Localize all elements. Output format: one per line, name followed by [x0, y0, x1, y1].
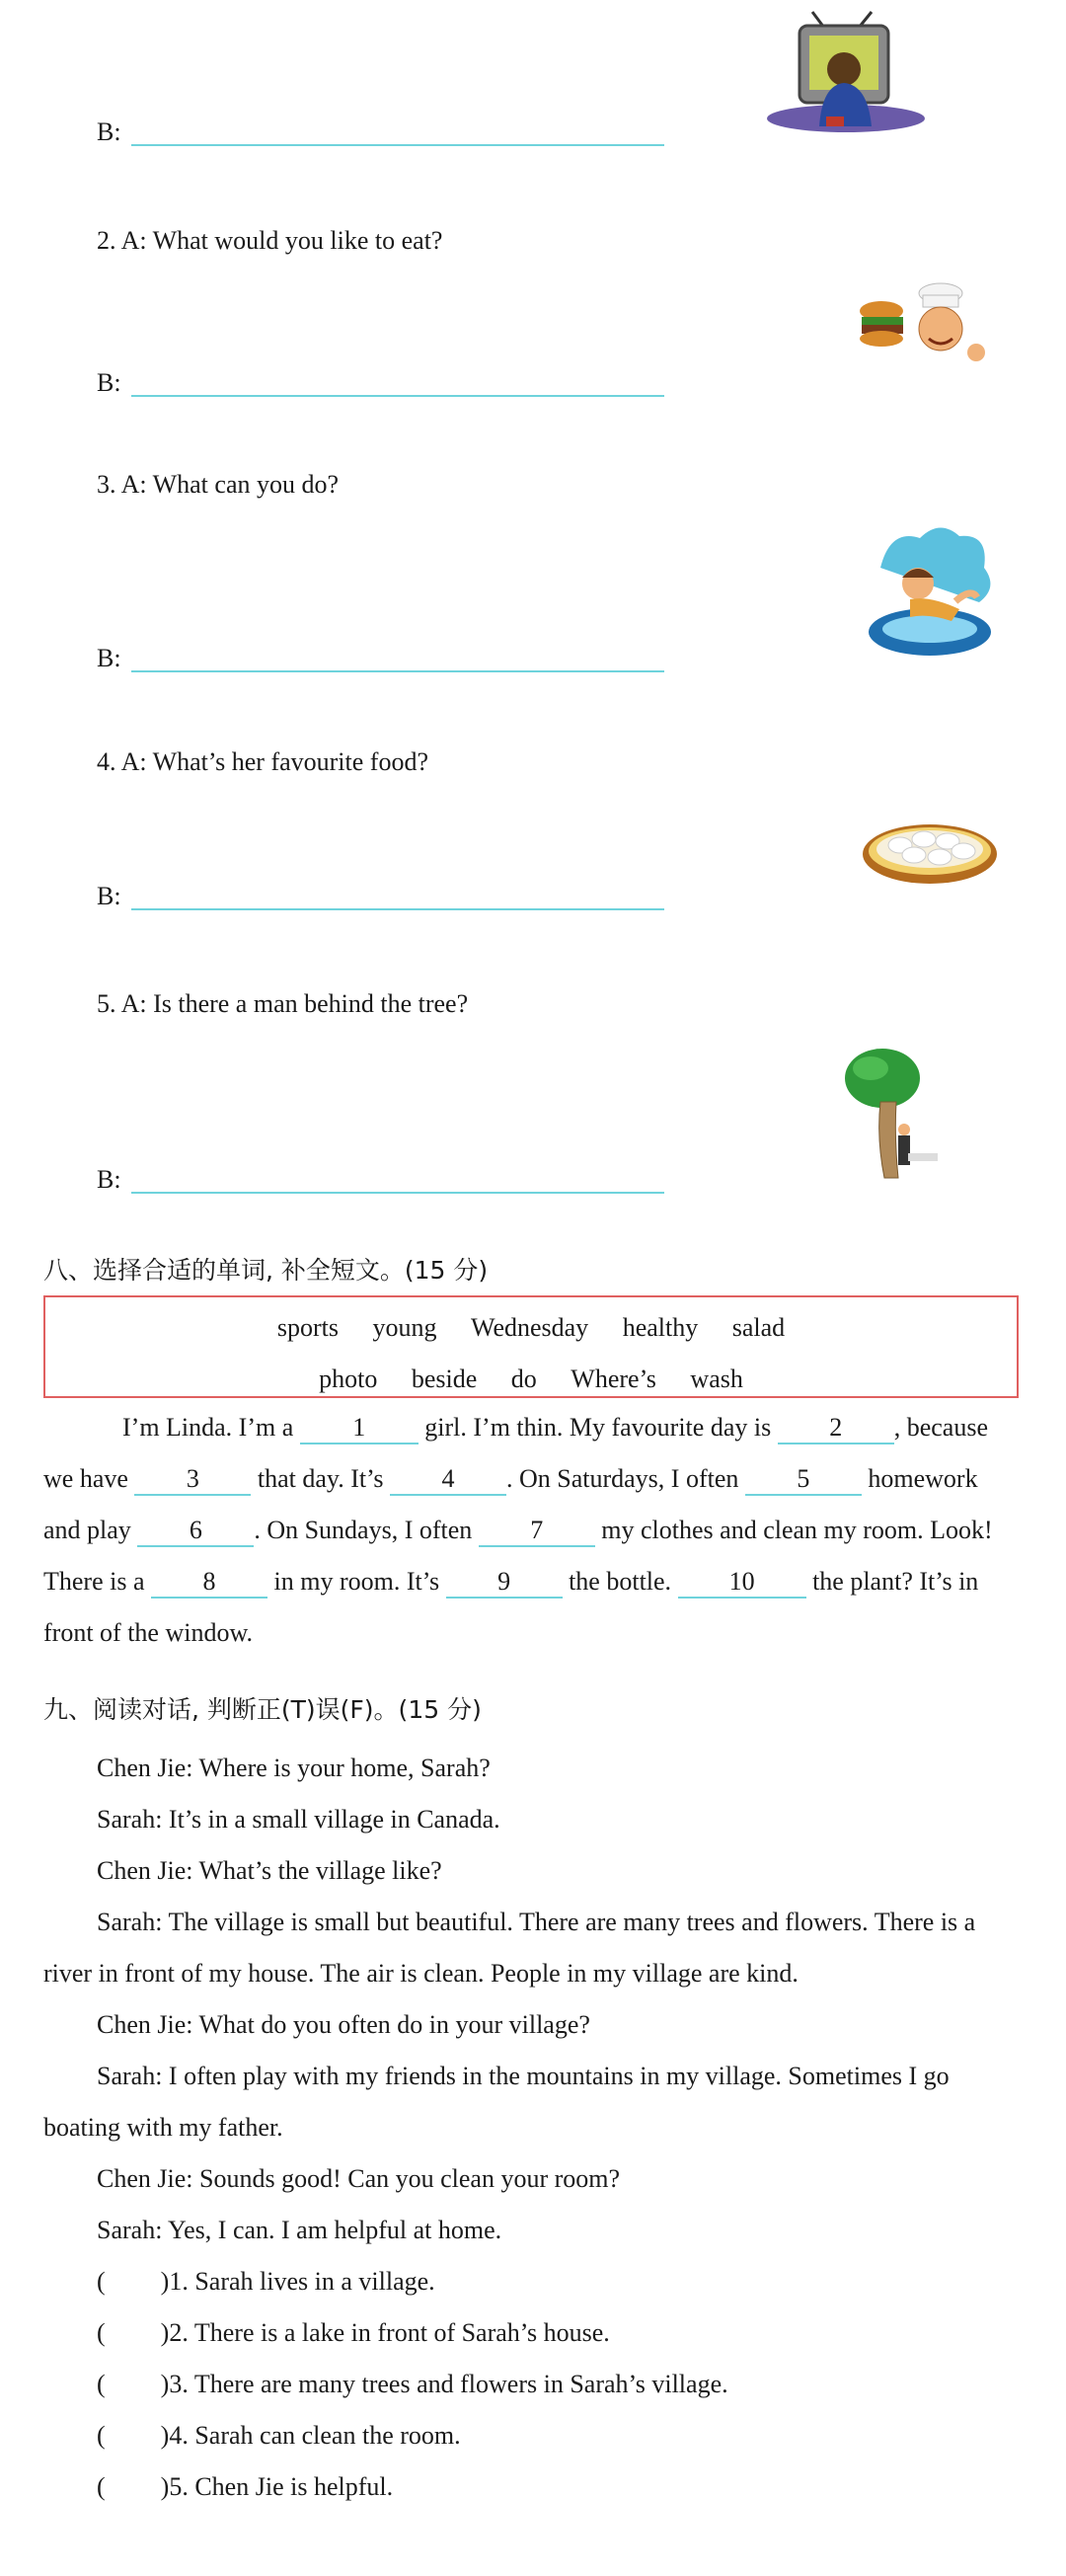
- blank-5[interactable]: 5: [745, 1464, 862, 1496]
- passage-line-4: There is a 8 in my room. It’s 9 the bottle. 10 the plant? It’s in: [43, 1556, 1030, 1607]
- answer-line-1[interactable]: [131, 144, 664, 146]
- tv-watching-boy-icon: [765, 8, 928, 136]
- answer-label-4: B:: [97, 882, 121, 910]
- dialogue: [43, 1743, 1030, 2513]
- dialogue-line: Chen Jie: What’s the village like?: [97, 1856, 442, 1885]
- answer-line-5[interactable]: [131, 1192, 664, 1194]
- blank-6[interactable]: 6: [137, 1516, 254, 1547]
- answer-paren-open[interactable]: (: [97, 2472, 106, 2501]
- question-3: 3. A: What can you do?: [97, 470, 340, 499]
- word-bank-box: [43, 1295, 1019, 1398]
- word-bank-item: photo: [319, 1365, 378, 1393]
- dialogue-line: boating with my father.: [43, 2113, 283, 2142]
- answer-line-2[interactable]: [131, 395, 664, 397]
- word-bank-row-1: [45, 1311, 1017, 1345]
- tf-statement: ( )5. Chen Jie is helpful.: [97, 2472, 394, 2501]
- blank-3[interactable]: 3: [134, 1464, 251, 1496]
- answer-label-1: B:: [97, 117, 121, 146]
- answer-label-2: B:: [97, 368, 121, 397]
- dialogue-line: Sarah: I often play with my friends in the mountains in my village. Sometimes I go: [97, 2062, 950, 2090]
- section-9-heading: 九、阅读对话, 判断正(T)误(F)。(15 分): [43, 1695, 482, 1724]
- word-bank-item: Wednesday: [470, 1313, 589, 1342]
- answer-label-3: B:: [97, 644, 121, 672]
- answer-paren-open[interactable]: (: [97, 2318, 106, 2347]
- question-4: 4. A: What’s her favourite food?: [97, 747, 428, 776]
- answer-line-4[interactable]: [131, 908, 664, 910]
- question-2: 2. A: What would you like to eat?: [97, 226, 443, 255]
- answer-line-3[interactable]: [131, 670, 664, 672]
- dumplings-plate-icon: [861, 810, 999, 889]
- passage-line-5: front of the window.: [43, 1618, 254, 1647]
- man-behind-tree-icon: [841, 1045, 950, 1183]
- answer-paren-open[interactable]: (: [97, 2421, 106, 2450]
- section-8-heading: 八、选择合适的单词, 补全短文。(15 分): [43, 1256, 489, 1285]
- word-bank-item: healthy: [622, 1313, 699, 1342]
- question-5: 5. A: Is there a man behind the tree?: [97, 989, 469, 1018]
- dialogue-line: Sarah: It’s in a small village in Canada.: [97, 1805, 500, 1834]
- word-bank-item: do: [510, 1365, 537, 1393]
- word-bank-item: Where’s: [571, 1365, 656, 1393]
- tf-statement: ( )3. There are many trees and flowers in Sarah’s village.: [97, 2370, 728, 2398]
- tf-statement: ( )4. Sarah can clean the room.: [97, 2421, 461, 2450]
- dialogue-line: Chen Jie: Where is your home, Sarah?: [97, 1754, 491, 1782]
- blank-2[interactable]: 2: [778, 1413, 894, 1444]
- answer-paren-open[interactable]: (: [97, 2370, 106, 2398]
- passage-line-3: and play 6 . On Sundays, I often 7 my clothes and clean my room. Look!: [43, 1505, 1030, 1556]
- blank-10[interactable]: 10: [678, 1567, 806, 1599]
- word-bank-row-2: [45, 1363, 1017, 1396]
- blank-7[interactable]: 7: [479, 1516, 595, 1547]
- cloze-passage: [43, 1402, 1030, 1659]
- word-bank-item: beside: [411, 1365, 478, 1393]
- dialogue-line: river in front of my house. The air is clean. People in my village are kind.: [43, 1959, 799, 1988]
- word-bank-item: sports: [276, 1313, 339, 1342]
- swimming-boy-icon: [861, 518, 999, 662]
- blank-1[interactable]: 1: [300, 1413, 419, 1444]
- word-bank-item: young: [372, 1313, 437, 1342]
- blank-9[interactable]: 9: [446, 1567, 563, 1599]
- blank-8[interactable]: 8: [151, 1567, 267, 1599]
- dialogue-line: Chen Jie: Sounds good! Can you clean your room?: [97, 2164, 621, 2193]
- tf-statement: ( )1. Sarah lives in a village.: [97, 2267, 435, 2296]
- answer-label-5: B:: [97, 1165, 121, 1194]
- dialogue-line: Chen Jie: What do you often do in your village?: [97, 2010, 590, 2039]
- blank-4[interactable]: 4: [390, 1464, 506, 1496]
- word-bank-item: wash: [690, 1365, 743, 1393]
- passage-line-2: we have 3 that day. It’s 4 . On Saturdays, I often 5 homework: [43, 1453, 1030, 1505]
- chef-burger-icon: [854, 281, 992, 375]
- tf-statement: ( )2. There is a lake in front of Sarah’s house.: [97, 2318, 610, 2347]
- answer-paren-open[interactable]: (: [97, 2267, 106, 2296]
- dialogue-line: Sarah: The village is small but beautiful. There are many trees and flowers. There is a: [97, 1908, 976, 1936]
- dialogue-line: Sarah: Yes, I can. I am helpful at home.: [97, 2216, 502, 2244]
- passage-line-1: I’m Linda. I’m a 1 girl. I’m thin. My favourite day is 2 , because: [43, 1402, 1030, 1453]
- word-bank-item: salad: [731, 1313, 786, 1342]
